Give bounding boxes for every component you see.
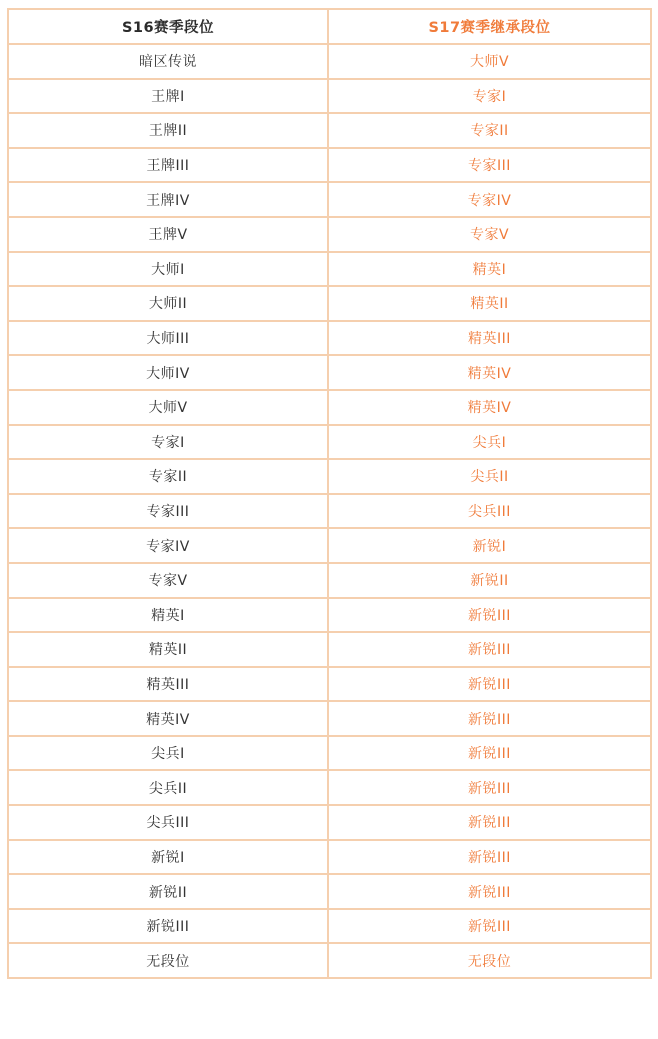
table-row bbox=[8, 632, 651, 667]
s17-rank-cell: 无段位 bbox=[328, 943, 651, 978]
s17-rank-cell: 精英IV bbox=[328, 390, 651, 425]
s17-rank-cell: 新锐III bbox=[328, 701, 651, 736]
s16-rank-cell: 精英I bbox=[8, 598, 328, 633]
table-row bbox=[8, 44, 651, 79]
table-row bbox=[8, 598, 651, 633]
table-row bbox=[8, 667, 651, 702]
table-header bbox=[8, 9, 651, 44]
header-row bbox=[8, 9, 651, 44]
table-row bbox=[8, 943, 651, 978]
header-s16-rank: S16赛季段位 bbox=[8, 9, 328, 44]
table-row bbox=[8, 113, 651, 148]
s17-rank-cell: 专家II bbox=[328, 113, 651, 148]
table-row bbox=[8, 425, 651, 460]
s17-rank-cell: 新锐I bbox=[328, 528, 651, 563]
s17-rank-cell: 尖兵II bbox=[328, 459, 651, 494]
s17-rank-cell: 精英III bbox=[328, 321, 651, 356]
table-row bbox=[8, 355, 651, 390]
s17-rank-cell: 新锐III bbox=[328, 667, 651, 702]
s16-rank-cell: 精英II bbox=[8, 632, 328, 667]
s17-rank-cell: 精英IV bbox=[328, 355, 651, 390]
s16-rank-cell: 暗区传说 bbox=[8, 44, 328, 79]
rank-inheritance-table bbox=[7, 8, 652, 979]
s16-rank-cell: 专家III bbox=[8, 494, 328, 529]
s17-rank-cell: 新锐III bbox=[328, 736, 651, 771]
table-row bbox=[8, 217, 651, 252]
s16-rank-cell: 尖兵II bbox=[8, 770, 328, 805]
s16-rank-cell: 精英IV bbox=[8, 701, 328, 736]
s16-rank-cell: 精英III bbox=[8, 667, 328, 702]
s17-rank-cell: 专家III bbox=[328, 148, 651, 183]
header-s17-inherited-rank: S17赛季继承段位 bbox=[328, 9, 651, 44]
s17-rank-cell: 新锐III bbox=[328, 909, 651, 944]
s17-rank-cell: 专家IV bbox=[328, 182, 651, 217]
s16-rank-cell: 大师V bbox=[8, 390, 328, 425]
s17-rank-cell: 新锐III bbox=[328, 598, 651, 633]
s17-rank-cell: 新锐III bbox=[328, 805, 651, 840]
s16-rank-cell: 无段位 bbox=[8, 943, 328, 978]
s16-rank-cell: 王牌II bbox=[8, 113, 328, 148]
s16-rank-cell: 王牌IV bbox=[8, 182, 328, 217]
table-row bbox=[8, 494, 651, 529]
s16-rank-cell: 大师III bbox=[8, 321, 328, 356]
table-row bbox=[8, 286, 651, 321]
s17-rank-cell: 专家V bbox=[328, 217, 651, 252]
table-row bbox=[8, 563, 651, 598]
s16-rank-cell: 大师II bbox=[8, 286, 328, 321]
s17-rank-cell: 尖兵I bbox=[328, 425, 651, 460]
s16-rank-cell: 尖兵I bbox=[8, 736, 328, 771]
s17-rank-cell: 大师V bbox=[328, 44, 651, 79]
s16-rank-cell: 专家I bbox=[8, 425, 328, 460]
table-row bbox=[8, 321, 651, 356]
table-row bbox=[8, 79, 651, 114]
table-row bbox=[8, 805, 651, 840]
table-row bbox=[8, 459, 651, 494]
s16-rank-cell: 王牌III bbox=[8, 148, 328, 183]
table-row bbox=[8, 874, 651, 909]
s16-rank-cell: 大师I bbox=[8, 252, 328, 287]
s17-rank-cell: 新锐III bbox=[328, 770, 651, 805]
s17-rank-cell: 精英II bbox=[328, 286, 651, 321]
s17-rank-cell: 新锐II bbox=[328, 563, 651, 598]
table-row bbox=[8, 701, 651, 736]
table-row bbox=[8, 252, 651, 287]
s17-rank-cell: 新锐III bbox=[328, 840, 651, 875]
s16-rank-cell: 新锐I bbox=[8, 840, 328, 875]
s17-rank-cell: 新锐III bbox=[328, 874, 651, 909]
table-row bbox=[8, 909, 651, 944]
table-body bbox=[8, 44, 651, 978]
s16-rank-cell: 王牌V bbox=[8, 217, 328, 252]
s16-rank-cell: 新锐II bbox=[8, 874, 328, 909]
table-row bbox=[8, 528, 651, 563]
s16-rank-cell: 新锐III bbox=[8, 909, 328, 944]
s16-rank-cell: 专家II bbox=[8, 459, 328, 494]
s17-rank-cell: 尖兵III bbox=[328, 494, 651, 529]
s17-rank-cell: 新锐III bbox=[328, 632, 651, 667]
s16-rank-cell: 专家V bbox=[8, 563, 328, 598]
table-row bbox=[8, 840, 651, 875]
table-row bbox=[8, 736, 651, 771]
table-row bbox=[8, 148, 651, 183]
s16-rank-cell: 大师IV bbox=[8, 355, 328, 390]
table-row bbox=[8, 770, 651, 805]
s16-rank-cell: 王牌I bbox=[8, 79, 328, 114]
s17-rank-cell: 精英I bbox=[328, 252, 651, 287]
table-row bbox=[8, 182, 651, 217]
s16-rank-cell: 专家IV bbox=[8, 528, 328, 563]
table-row bbox=[8, 390, 651, 425]
s17-rank-cell: 专家I bbox=[328, 79, 651, 114]
s16-rank-cell: 尖兵III bbox=[8, 805, 328, 840]
